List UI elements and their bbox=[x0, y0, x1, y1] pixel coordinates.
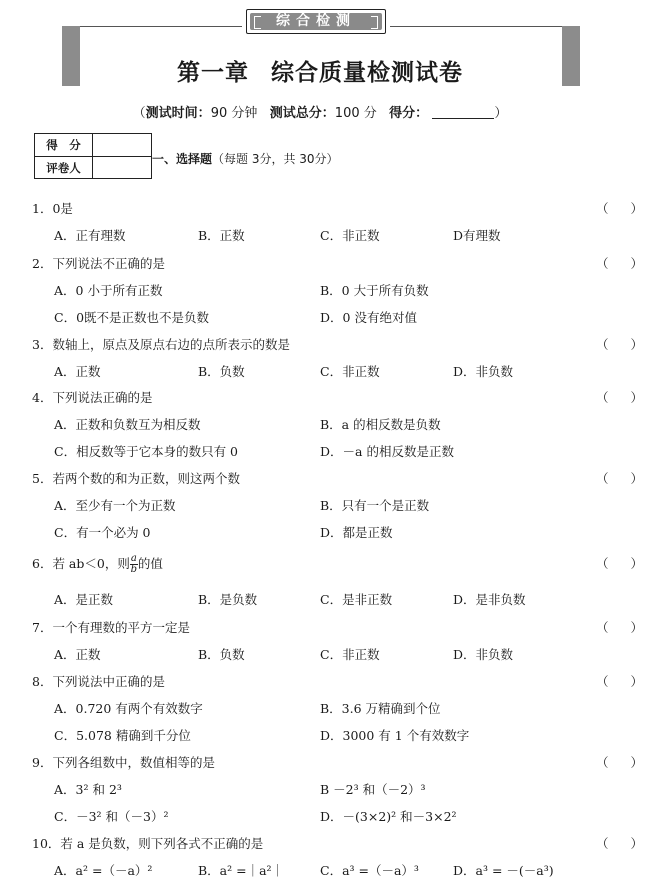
question-stem: 3．数轴上，原点及原点右边的点所表示的数是 bbox=[32, 337, 290, 352]
answer-option[interactable]: A．3² 和 2³ bbox=[54, 782, 122, 797]
answer-option[interactable]: B．是负数 bbox=[198, 592, 258, 607]
grader-row bbox=[35, 156, 151, 179]
answer-option[interactable]: B．正数 bbox=[198, 228, 245, 243]
score-blank[interactable] bbox=[432, 107, 494, 119]
answer-paren[interactable]: （） bbox=[596, 556, 665, 571]
answer-option[interactable]: A．正数 bbox=[54, 364, 101, 379]
question-stem: 5．若两个数的和为正数，则这两个数 bbox=[32, 471, 240, 486]
answer-paren[interactable]: （） bbox=[596, 755, 665, 770]
answer-option[interactable]: D．3000 有 1 个有效数字 bbox=[320, 728, 470, 743]
question-stem: 8．下列说法中正确的是 bbox=[32, 674, 165, 689]
answer-option[interactable]: C．a³ =（－a）³ bbox=[320, 863, 419, 878]
test-name: 综合质量检测试卷 bbox=[271, 59, 463, 86]
answer-option[interactable]: C．非正数 bbox=[320, 228, 380, 243]
answer-option[interactable]: A．至少有一个为正数 bbox=[54, 498, 176, 513]
answer-option[interactable]: C．0既不是正数也不是负数 bbox=[54, 310, 210, 325]
question-stem: 2．下列说法不正确的是 bbox=[32, 256, 165, 271]
question-stem: 4．下列说法正确的是 bbox=[32, 390, 153, 405]
answer-paren[interactable]: （） bbox=[596, 201, 665, 216]
answer-paren[interactable]: （） bbox=[596, 674, 665, 689]
answer-option[interactable]: C．5.078 精确到千分位 bbox=[54, 728, 191, 743]
header-rule-left bbox=[62, 26, 242, 27]
answer-option[interactable]: C．相反数等于它本身的数只有 0 bbox=[54, 444, 238, 459]
time-value: 90 分钟 bbox=[210, 106, 258, 121]
section-heading bbox=[152, 150, 339, 167]
answer-option[interactable]: B．只有一个是正数 bbox=[320, 498, 430, 513]
answer-option[interactable]: C．非正数 bbox=[320, 364, 380, 379]
total-label: 测试总分： bbox=[269, 106, 335, 121]
answer-option[interactable]: D有理数 bbox=[453, 228, 501, 243]
answer-option[interactable]: D．非负数 bbox=[453, 364, 514, 379]
info-open: （ bbox=[132, 106, 146, 121]
info-close: ） bbox=[494, 106, 508, 121]
answer-option[interactable]: B．3.6 万精确到个位 bbox=[320, 701, 441, 716]
section-title: 一、选择题 bbox=[152, 152, 213, 166]
answer-option[interactable]: C．非正数 bbox=[320, 647, 380, 662]
answer-option[interactable]: A．正数 bbox=[54, 647, 101, 662]
answer-option[interactable]: B －2³ 和（－2）³ bbox=[320, 782, 426, 797]
grader-row-label: 评卷人 bbox=[35, 157, 93, 179]
score-row-label: 得 分 bbox=[35, 134, 93, 157]
banner-label: 综合检测 bbox=[250, 13, 382, 30]
section-note: （每题 3分，共 30分） bbox=[212, 152, 339, 166]
answer-option[interactable]: A．正有理数 bbox=[54, 228, 126, 243]
answer-paren[interactable]: （） bbox=[596, 256, 665, 271]
answer-option[interactable]: D．0 没有绝对值 bbox=[320, 310, 417, 325]
answer-paren[interactable]: （） bbox=[596, 471, 665, 486]
question-stem: 1．0是 bbox=[32, 201, 73, 216]
answer-option[interactable]: D．－a 的相反数是正数 bbox=[320, 444, 454, 459]
answer-option[interactable]: B．a 的相反数是负数 bbox=[320, 417, 441, 432]
answer-option[interactable]: A．0.720 有两个有效数字 bbox=[54, 701, 203, 716]
score-table bbox=[34, 133, 152, 179]
chapter-label: 第一章 bbox=[177, 59, 249, 86]
answer-paren[interactable]: （） bbox=[596, 390, 665, 405]
question-stem: 7．一个有理数的平方一定是 bbox=[32, 620, 190, 635]
answer-paren[interactable]: （） bbox=[596, 620, 665, 635]
answer-option[interactable]: A．是正数 bbox=[54, 592, 114, 607]
test-info bbox=[0, 102, 640, 121]
answer-option[interactable]: B．负数 bbox=[198, 364, 245, 379]
answer-option[interactable]: B．负数 bbox=[198, 647, 245, 662]
answer-option[interactable]: A．a² =（－a）² bbox=[54, 863, 153, 878]
answer-option[interactable]: A．0 小于所有正数 bbox=[54, 283, 163, 298]
question-stem: 9．下列各组数中，数值相等的是 bbox=[32, 755, 215, 770]
answer-option[interactable]: C．是非正数 bbox=[320, 592, 393, 607]
fraction: $\frac{a}{b}$ bbox=[130, 553, 138, 575]
score-label: 得分： bbox=[389, 106, 429, 121]
answer-option[interactable]: D．－(3×2)² 和－3×2² bbox=[320, 809, 457, 824]
header-rule-right bbox=[390, 26, 576, 27]
answer-option[interactable]: D．都是正数 bbox=[320, 525, 393, 540]
score-row bbox=[35, 134, 151, 157]
section-banner bbox=[246, 9, 386, 34]
question-stem: 6．若 ab＜0，则 $\frac{a}{b}$ 的值 bbox=[32, 553, 163, 575]
answer-option[interactable]: B．a² =｜a²｜ bbox=[198, 863, 285, 878]
time-label: 测试时间： bbox=[145, 106, 211, 121]
answer-option[interactable]: A．正数和负数互为相反数 bbox=[54, 417, 201, 432]
answer-option[interactable]: C．有一个必为 0 bbox=[54, 525, 151, 540]
answer-option[interactable]: D．a³ = －(－a³) bbox=[453, 863, 554, 878]
answer-paren[interactable]: （） bbox=[596, 836, 665, 851]
answer-option[interactable]: D．非负数 bbox=[453, 647, 514, 662]
answer-option[interactable]: C．－3² 和（－3）² bbox=[54, 809, 169, 824]
answer-option[interactable]: D．是非负数 bbox=[453, 592, 526, 607]
answer-option[interactable]: B．0 大于所有负数 bbox=[320, 283, 429, 298]
answer-paren[interactable]: （） bbox=[596, 337, 665, 352]
question-stem: 10．若 a 是负数，则下列各式不正确的是 bbox=[32, 836, 264, 851]
total-value: 100 分 bbox=[334, 106, 377, 121]
page-title bbox=[0, 54, 640, 87]
